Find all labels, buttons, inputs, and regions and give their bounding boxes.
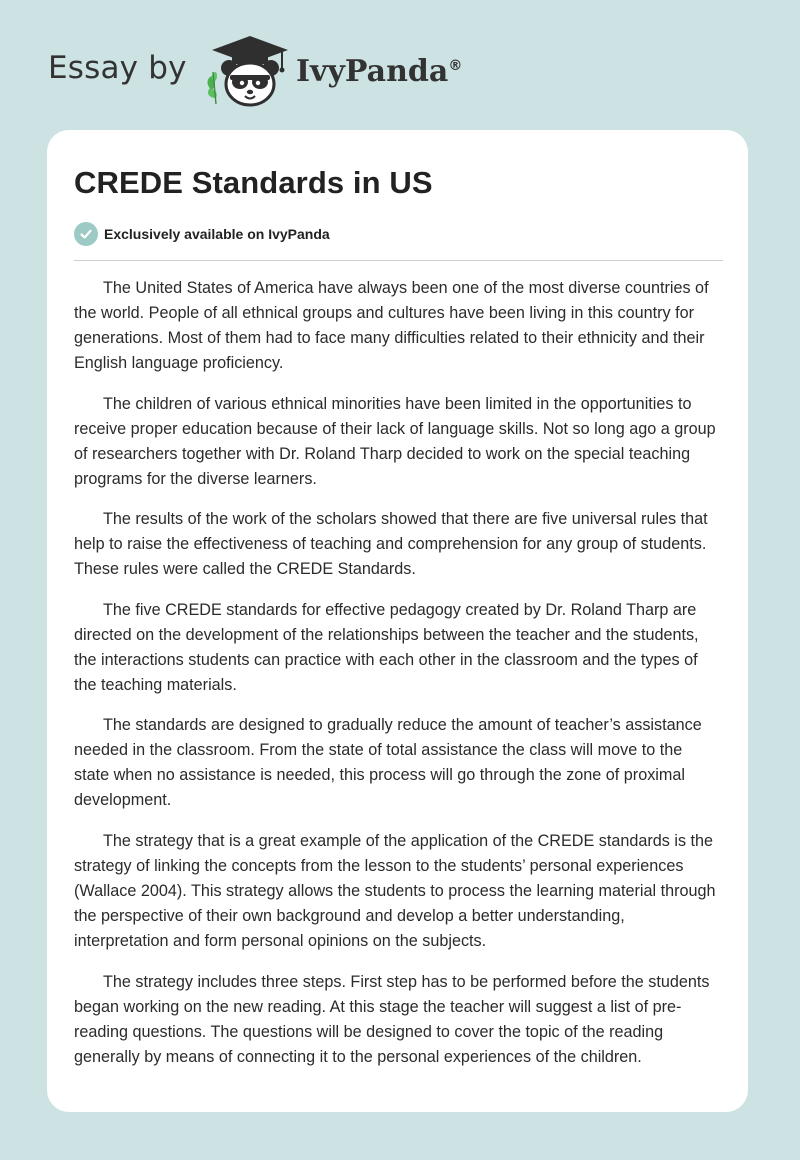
exclusive-badge bbox=[74, 221, 721, 247]
paragraph: The United States of America have always been one of the most diverse countries of the world. People of all ethnical groups and cultures have been living in this country for generations. Most of them had to face many difficulties related to their ethnicity and their English language proficiency. bbox=[74, 279, 709, 372]
essay-body bbox=[74, 276, 721, 1070]
paragraph: The strategy includes three steps. First step has to be performed before the students began working on the new reading. At this stage the teacher will suggest a list of pre-reading questions. The questions will be designed to cover the topic of the reading generally by means of connecting it to the personal experiences of the children. bbox=[74, 972, 710, 1066]
paragraph: The standards are designed to gradually reduce the amount of teacher’s assistance needed in the classroom. From the state of total assistance the class will move to the state when no assistance is needed, this process will go through the zone of proximal development. bbox=[74, 716, 702, 810]
brand-logo-text: IvyPanda® bbox=[296, 54, 463, 89]
panda-graduate-icon bbox=[202, 34, 292, 108]
divider bbox=[74, 260, 723, 261]
leaf-icon bbox=[208, 72, 218, 104]
site-header bbox=[48, 34, 468, 108]
page-title: CREDE Standards in US bbox=[74, 165, 433, 200]
essay-card bbox=[47, 130, 748, 1112]
paragraph: The strategy that is a great example of the application of the CREDE standards is the strategy of linking the concepts from the lesson to the students’ personal experiences (Wallace 2004). This strategy allows the students to process the learning material through the perspective of their own background and develop a better understanding, interpretation and form personal opinions on the subjects. bbox=[74, 831, 716, 950]
paragraph: The results of the work of the scholars showed that there are five universal rules that help to raise the effectiveness of teaching and comprehension for any group of students. These rules were called the CREDE Standards. bbox=[74, 510, 708, 579]
check-icon bbox=[74, 222, 98, 246]
badge-label: Exclusively available on IvyPanda bbox=[104, 226, 330, 242]
paragraph: The children of various ethnical minorities have been limited in the opportunities to receive proper education because of their lack of language skills. Not so long ago a group of researchers together with Dr. Roland Tharp decided to work on the special teaching programs for the diverse learners. bbox=[74, 394, 716, 488]
essay-by-label: Essay by bbox=[48, 50, 187, 86]
paragraph: The five CREDE standards for effective pedagogy created by Dr. Roland Tharp are directed on the development of the relationships between the teacher and the students, the interactions students can practice with each other in the classroom and the types of the teaching materials. bbox=[74, 600, 699, 694]
